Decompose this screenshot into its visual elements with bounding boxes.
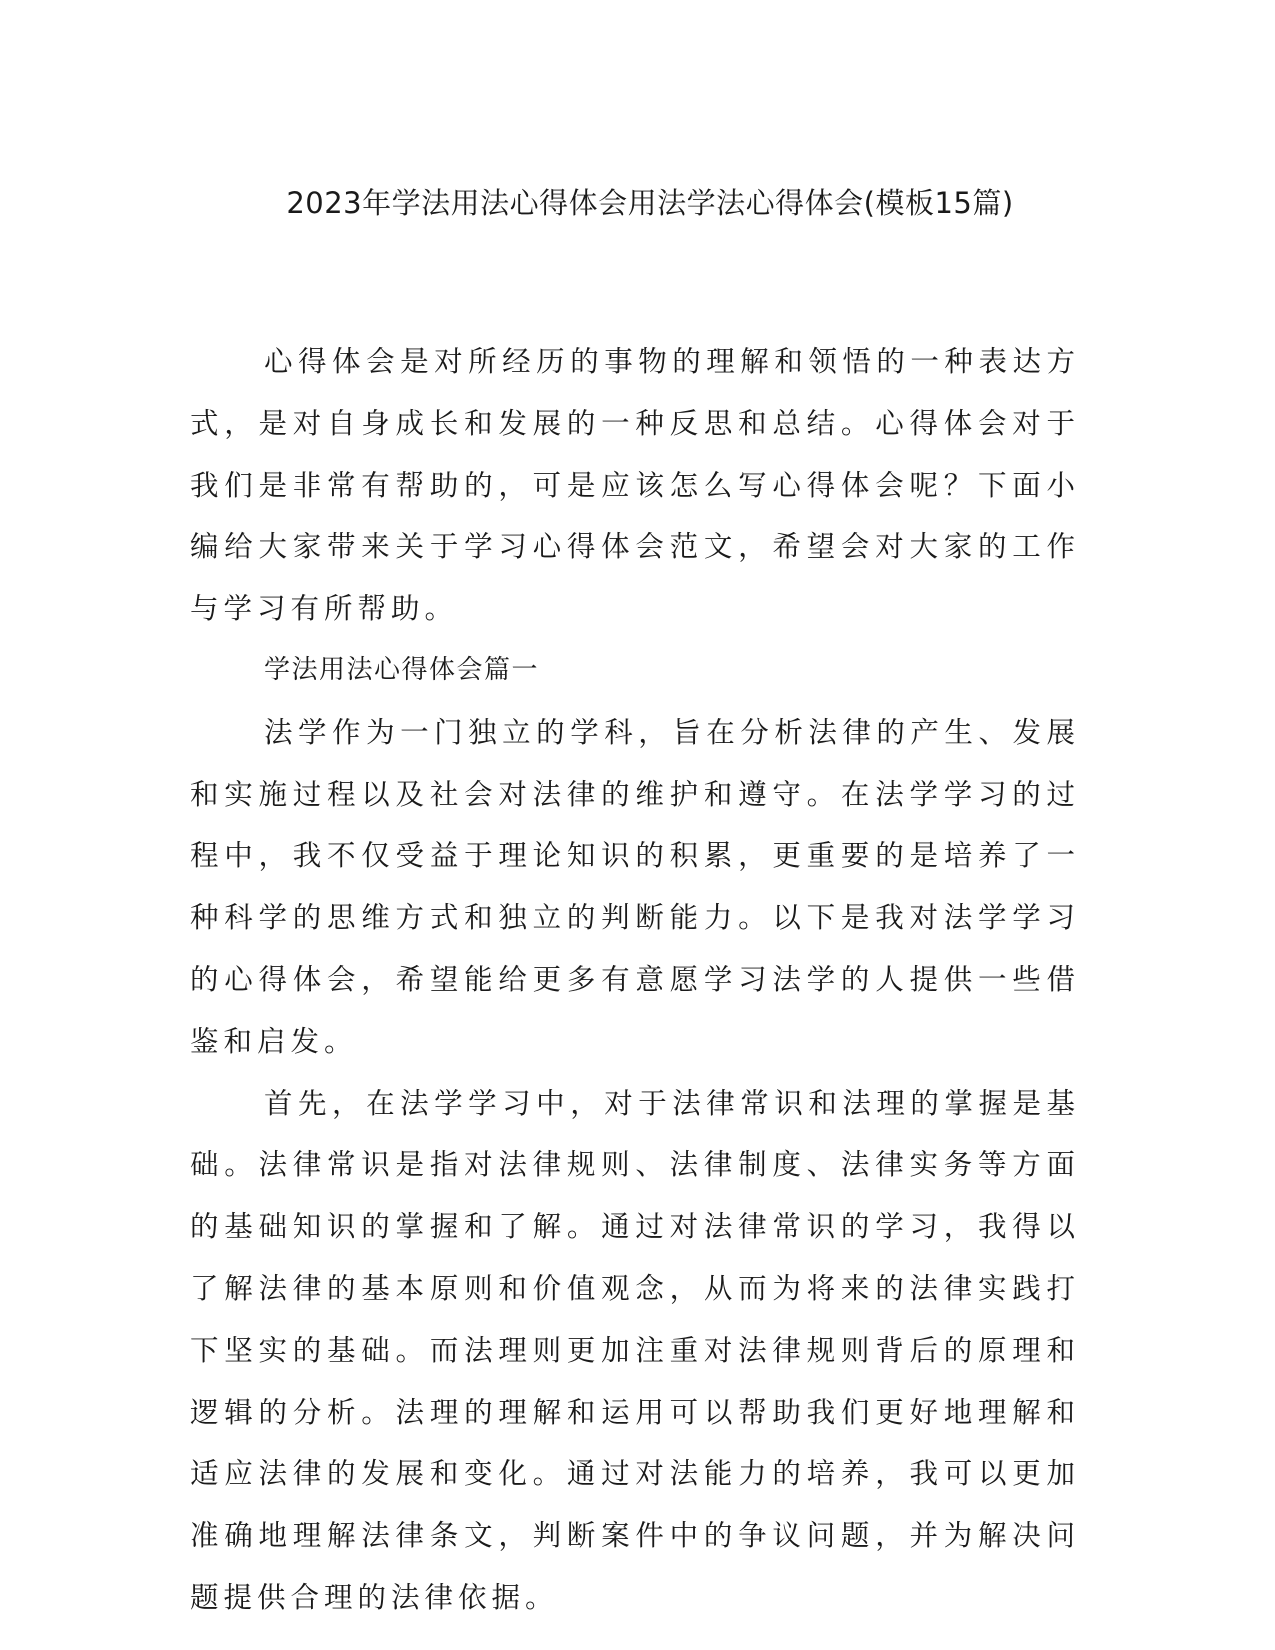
intro-paragraph: 心得体会是对所经历的事物的理解和领悟的一种表达方式，是对自身成长和发展的一种反思和总结。心得体会对于我们是非常有帮助的，可是应该怎么写心得体会呢？下面小编给大家带来关于学习心得体会范文，希望会对大家的工作与学习有所帮助。 xyxy=(190,345,1080,626)
body-paragraph: 首先，在法学学习中，对于法律常识和法理的掌握是基础。法律常识是指对法律规则、法律制度、法律实务等方面的基础知识的掌握和了解。通过对法律常识的学习，我得以了解法律的基本原则和价值观念，从而为将来的法律实践打下坚实的基础。而法理则更加注重对法律规则背后的原理和逻辑的分析。法理的理解和运用可以帮助我们更好地理解和适应法律的发展和变化。通过对法能力的培养，我可以更加准确地理解法律条文，判断案件中的争议问题，并为解决问题提供合理的法律依据。 xyxy=(190,1086,1080,1614)
document-title: 2023年学法用法心得体会用法学法心得体会(模板15篇) xyxy=(286,186,1014,220)
body-paragraph: 法学作为一门独立的学科，旨在分析法律的产生、发展和实施过程以及社会对法律的维护和遵守。在法学学习的过程中，我不仅受益于理论知识的积累，更重要的是培养了一种科学的思维方式和独立的判断能力。以下是我对法学学习的心得体会，希望能给更多有意愿学习法学的人提供一些借鉴和启发。 xyxy=(190,715,1080,1058)
document-body xyxy=(190,331,1080,1629)
section-heading: 学法用法心得体会篇一 xyxy=(264,654,540,685)
